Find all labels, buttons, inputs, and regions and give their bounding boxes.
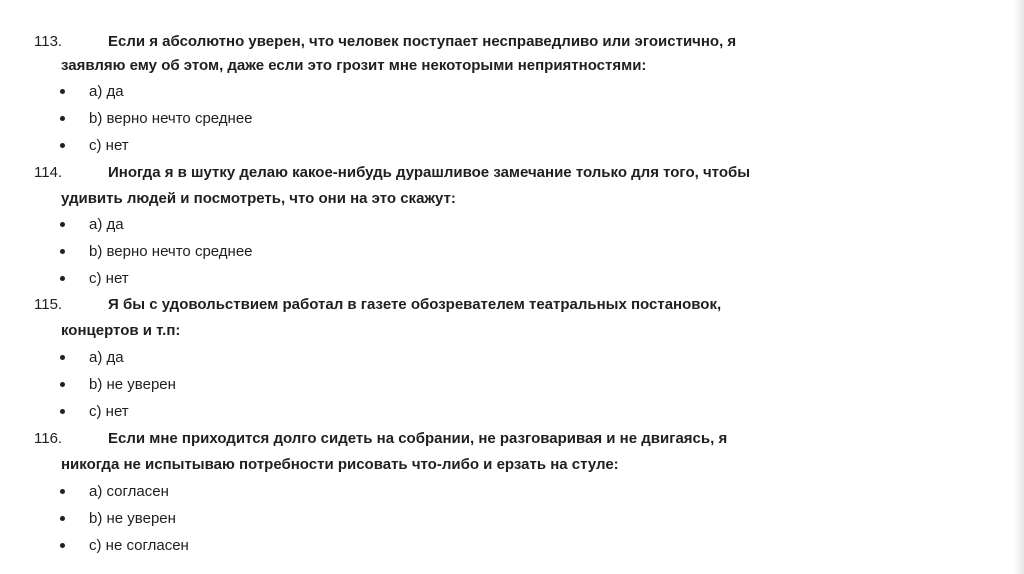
- bullet-icon: [60, 116, 65, 121]
- question-number: 115.: [34, 296, 63, 313]
- question-text: удивить людей и посмотреть, что они на это скажут:: [61, 190, 456, 207]
- question-text: концертов и т.п:: [61, 322, 181, 339]
- question-text: Иногда я в шутку делаю какое-нибудь дурашливое замечание только для того, чтобы: [108, 164, 751, 181]
- bullet-icon: [60, 516, 65, 521]
- question-number: 114.: [34, 164, 63, 181]
- question-number: 113.: [34, 33, 63, 50]
- bullet-icon: [60, 276, 65, 281]
- bullet-icon: [60, 409, 65, 414]
- question-text: Если я абсолютно уверен, что человек поступает несправедливо или эгоистично, я: [108, 33, 737, 50]
- option-label: c) нет: [89, 270, 129, 287]
- page-edge-shadow: [1014, 0, 1024, 574]
- bullet-icon: [60, 89, 65, 94]
- question-number: 116.: [34, 430, 63, 447]
- option-label: b) верно нечто среднее: [89, 243, 253, 260]
- question-text: Я бы с удовольствием работал в газете обозревателем театральных постановок,: [108, 296, 722, 313]
- option-label: c) нет: [89, 403, 129, 420]
- option-label: c) не согласен: [89, 537, 189, 554]
- bullet-icon: [60, 489, 65, 494]
- option-label: a) да: [89, 216, 124, 233]
- option-label: c) нет: [89, 137, 129, 154]
- bullet-icon: [60, 543, 65, 548]
- bullet-icon: [60, 249, 65, 254]
- question-text: Если мне приходится долго сидеть на собрании, не разговаривая и не двигаясь, я: [108, 430, 728, 447]
- option-label: a) согласен: [89, 483, 169, 500]
- bullet-icon: [60, 222, 65, 227]
- bullet-icon: [60, 355, 65, 360]
- option-label: a) да: [89, 349, 124, 366]
- question-text: никогда не испытываю потребности рисовать что-либо и ерзать на стуле:: [61, 456, 619, 473]
- option-label: b) верно нечто среднее: [89, 110, 253, 127]
- question-text: заявляю ему об этом, даже если это грозит мне некоторыми неприятностями:: [61, 57, 647, 74]
- option-label: a) да: [89, 83, 124, 100]
- bullet-icon: [60, 143, 65, 148]
- bullet-icon: [60, 382, 65, 387]
- option-label: b) не уверен: [89, 376, 176, 393]
- option-label: b) не уверен: [89, 510, 176, 527]
